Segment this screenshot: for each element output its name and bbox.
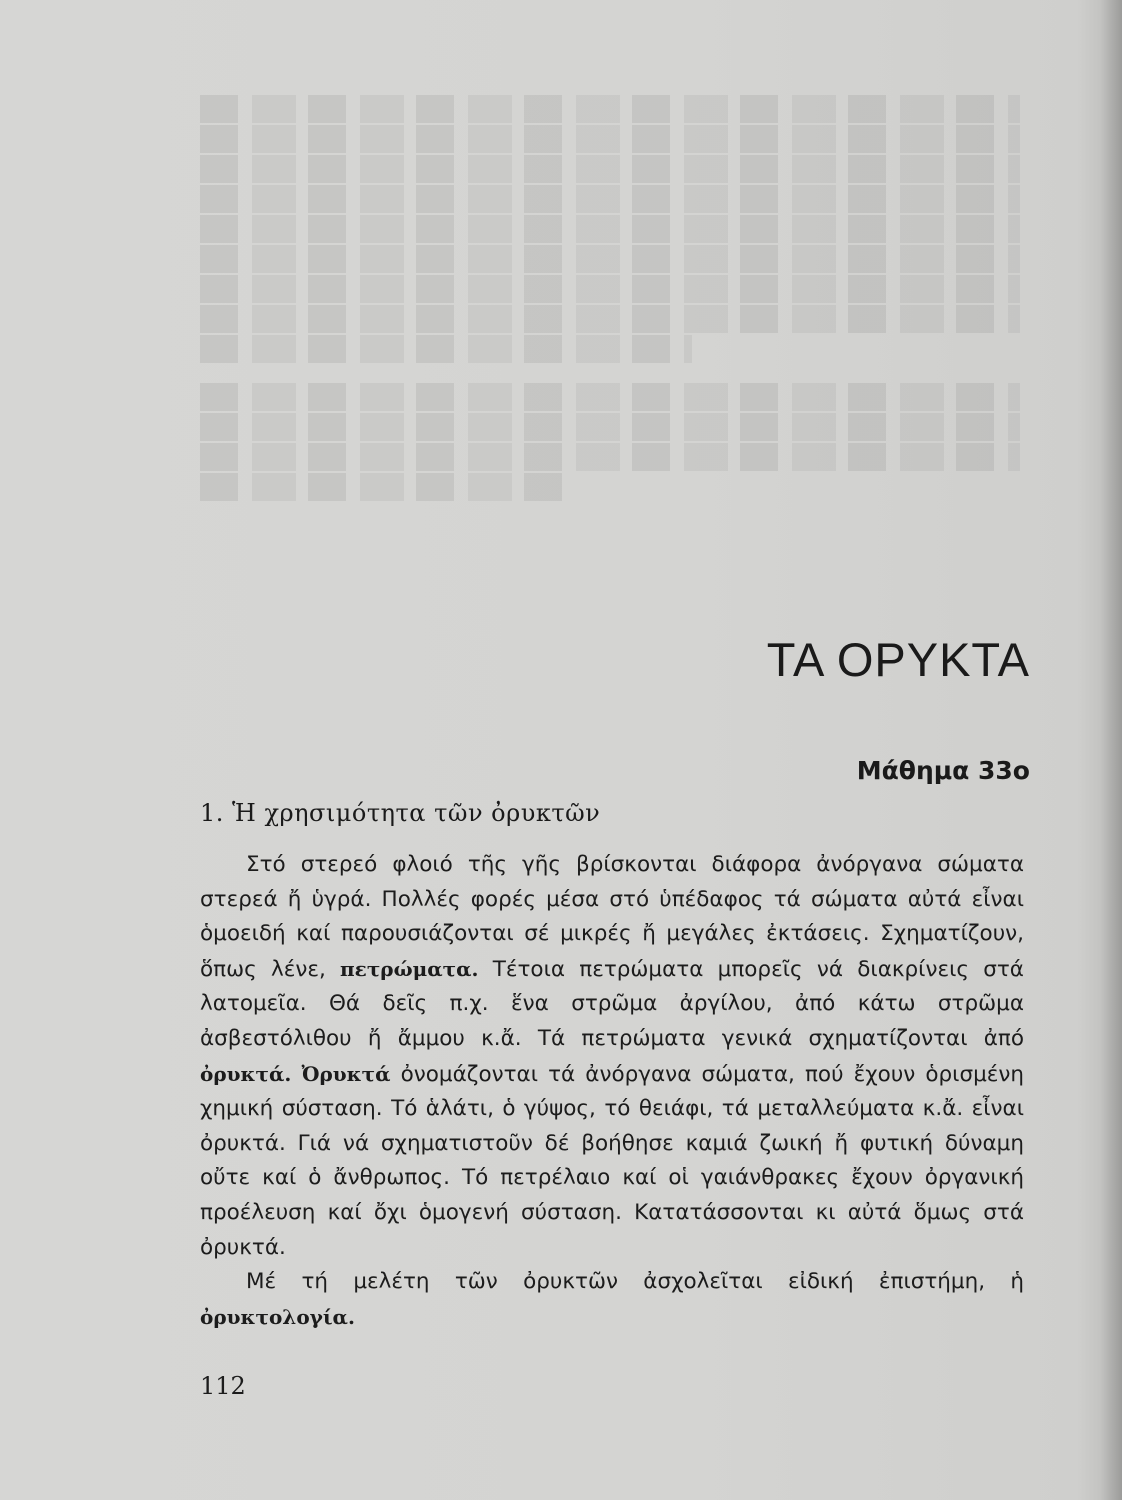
term-petromata: πετρώματα. <box>340 956 479 981</box>
term-oryktologia: ὀρυκτολογία. <box>200 1304 355 1329</box>
chapter-title: ΤΑ ΟΡΥΚΤΑ <box>766 633 1030 686</box>
term-orykta-definition: Ὀρυκτά <box>301 1061 391 1086</box>
paragraph-1-text-1: Στό στερεό φλοιό τῆς γῆς βρίσκονται διάφορα ἀνόργανα σώματα στερεά ἤ ὑγρά. Πολλές φορές μέσα στό ὑπέδαφος τά σώματα αὐτά εἶναι ὁμοειδή καί παρουσιάζονται σέ μικρές ἤ μεγάλες ἐκτάσεις. Σχηματίζουν, ὅπως λένε, <box>200 852 1024 982</box>
paragraph-2-text: Μέ τή μελέτη τῶν ὀρυκτῶν ἀσχολεῖται εἰδική ἐπιστήμη, ἡ <box>246 1269 1024 1295</box>
term-orykta: ὀρυκτά. <box>200 1061 292 1086</box>
body-text <box>200 848 1024 1335</box>
section-heading: 1. Ἡ χρησιμότητα τῶν ὀρυκτῶν <box>200 799 601 827</box>
paragraph-2 <box>200 1265 1024 1335</box>
page-gutter-shadow <box>1100 0 1122 1500</box>
paragraph-1-text-3: ὀνομάζονται τά ἀνόργανα σώματα, πού ἔχουν ὁρισμένη χημική σύσταση. Τό ἁλάτι, ὁ γύψος, τό θειάφι, τά μεταλλεύματα κ.ἄ. εἶναι ὀρυκτά. Γιά νά σχηματιστοῦν δέ βοήθησε καμιά ζωική ἤ φυτική δύναμη οὔτε καί ὁ ἄνθρωπος. Τό πετρέλαιο καί οἱ γαιάνθρακες ἔχουν ὀργανική προέλευση καί ὄχι ὁμογενή σύσταση. Κατατάσσονται κι αὐτά ὅμως στά ὀρυκτά. <box>200 1061 1025 1260</box>
paragraph-1-text-2: Τέτοια πετρώματα μπορεῖς νά διακρίνεις στά λατομεῖα. Θά δεῖς π.χ. ἕνα στρῶμα ἀργίλου, ἀπό κάτω στρῶμα ἀσβεστόλιθου ἤ ἄμμου κ.ἄ. Τά πετρώματα γενικά σχηματίζονται ἀπό <box>200 956 1024 1051</box>
lesson-number: Μάθημα 33ο <box>856 756 1030 785</box>
paragraph-1 <box>200 848 1024 1265</box>
page-number: 112 <box>200 1372 246 1400</box>
bleed-through-text <box>200 95 1020 503</box>
